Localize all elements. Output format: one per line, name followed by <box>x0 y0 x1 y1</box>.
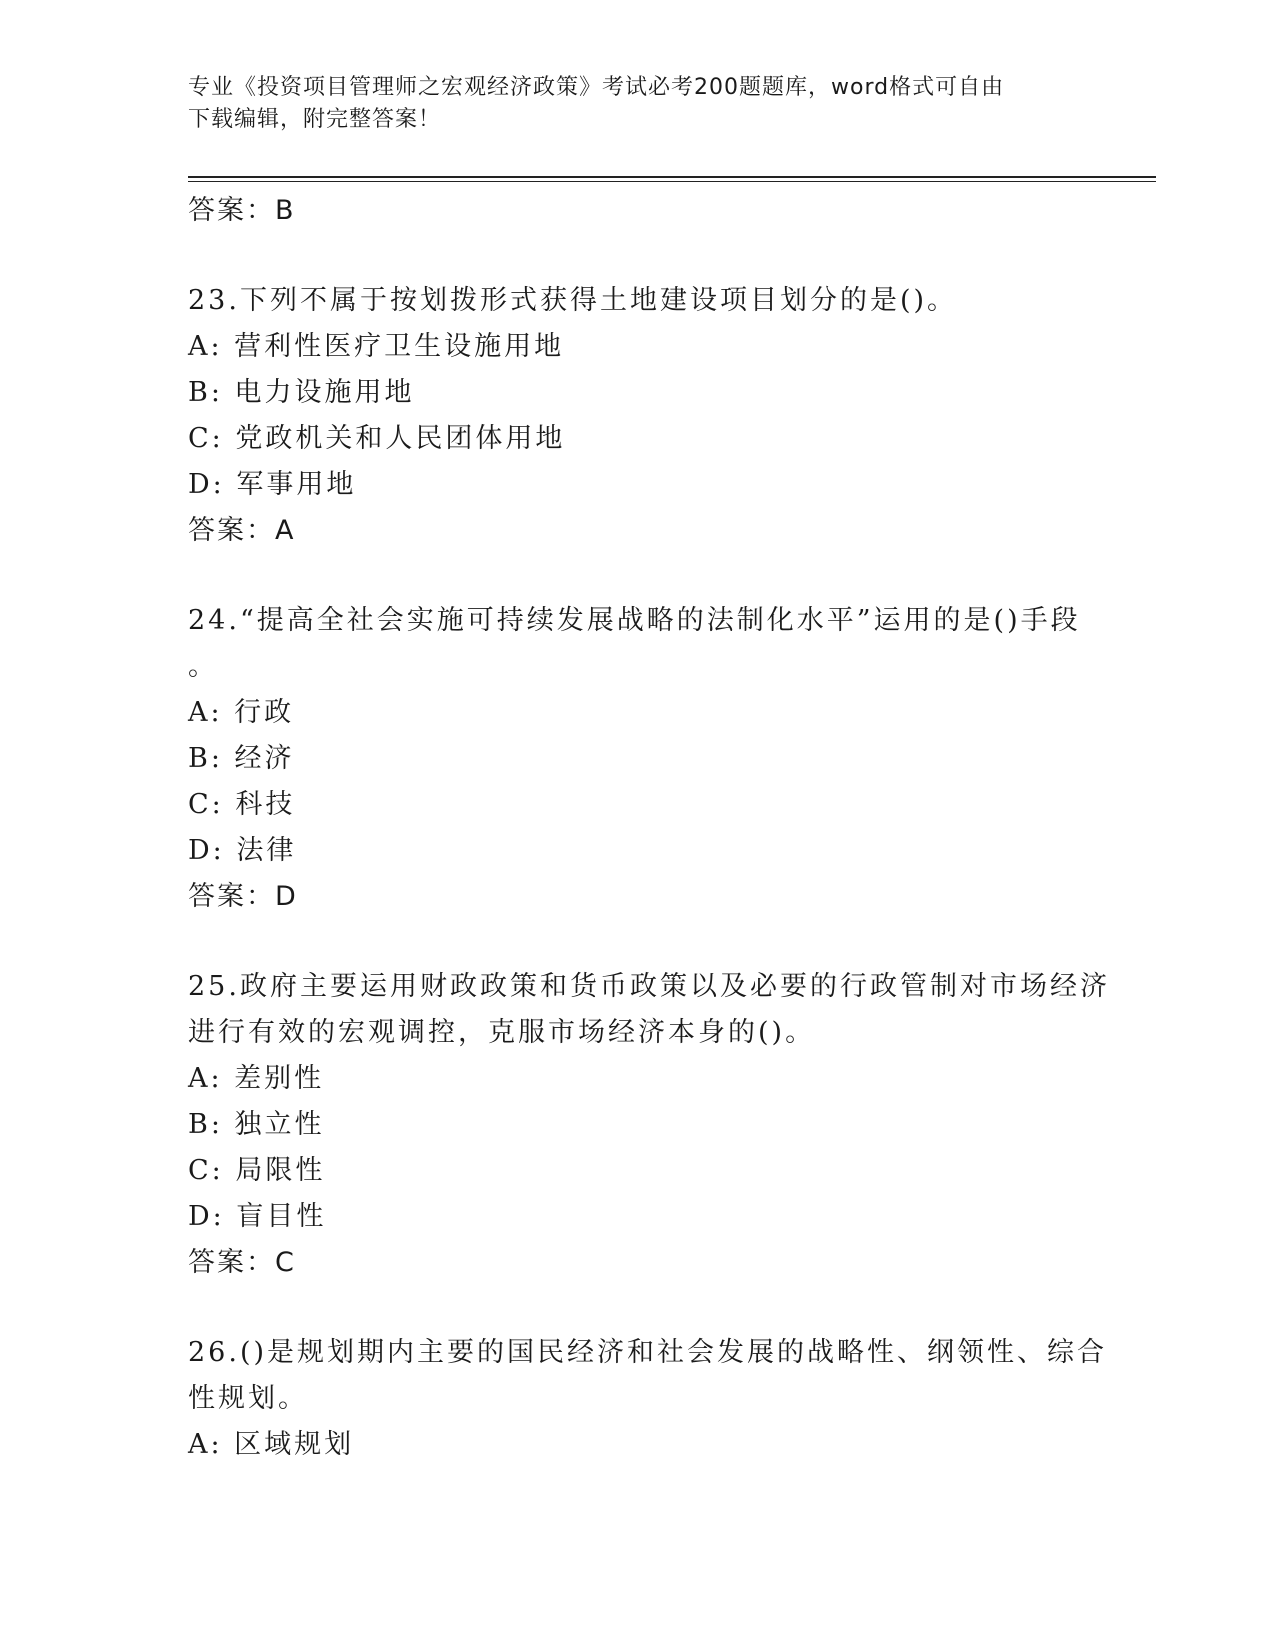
question-24-option-b: B: 经济 <box>188 743 295 774</box>
question-24 <box>188 598 1088 920</box>
question-25-text-line-2: 进行有效的宏观调控，克服市场经济本身的()。 <box>188 1017 816 1048</box>
question-24-option-c: C: 科技 <box>188 789 296 820</box>
question-24-option-d: D: 法律 <box>188 835 297 866</box>
question-25-option-c: C: 局限性 <box>188 1155 326 1186</box>
question-23 <box>188 278 1088 554</box>
document-header <box>188 72 1068 136</box>
question-24-option-a: A: 行政 <box>188 697 295 728</box>
question-25-option-a: A: 差别性 <box>188 1063 325 1094</box>
question-25-option-d: D: 盲目性 <box>188 1201 327 1232</box>
header-rule-thick <box>188 176 1156 178</box>
question-23-option-d: D: 军事用地 <box>188 469 357 500</box>
answer-25: 答案：C <box>188 1247 296 1278</box>
question-23-option-b: B: 电力设施用地 <box>188 377 415 408</box>
header-line-2: 下载编辑，附完整答案！ <box>188 107 442 132</box>
question-24-text-line-1: 24.“提高全社会实施可持续发展战略的法制化水平”运用的是()手段 <box>188 605 1081 636</box>
question-24-text-line-2: 。 <box>188 651 218 682</box>
question-26-option-a: A: 区域规划 <box>188 1429 355 1460</box>
question-25-option-b: B: 独立性 <box>188 1109 325 1140</box>
question-23-option-c: C: 党政机关和人民团体用地 <box>188 423 566 454</box>
question-26 <box>188 1330 1108 1468</box>
question-25-text-line-1: 25.政府主要运用财政政策和货币政策以及必要的行政管制对市场经济 <box>188 971 1110 1002</box>
question-23-option-a: A: 营利性医疗卫生设施用地 <box>188 331 565 362</box>
question-26-text-line-1: 26.()是规划期内主要的国民经济和社会发展的战略性、纲领性、综合 <box>188 1337 1108 1368</box>
question-23-text: 23.下列不属于按划拨形式获得土地建设项目划分的是()。 <box>188 285 958 316</box>
question-25 <box>188 964 1110 1286</box>
question-26-text-line-2: 性规划。 <box>188 1383 308 1414</box>
answer-22: 答案：B <box>188 195 296 226</box>
answer-23: 答案：A <box>188 515 296 546</box>
header-line-1: 专业《投资项目管理师之宏观经济政策》考试必考200题题库，word格式可自由 <box>188 75 1005 100</box>
document-body <box>188 188 1110 1468</box>
answer-24: 答案：D <box>188 881 298 912</box>
header-rule-thin <box>188 181 1156 182</box>
